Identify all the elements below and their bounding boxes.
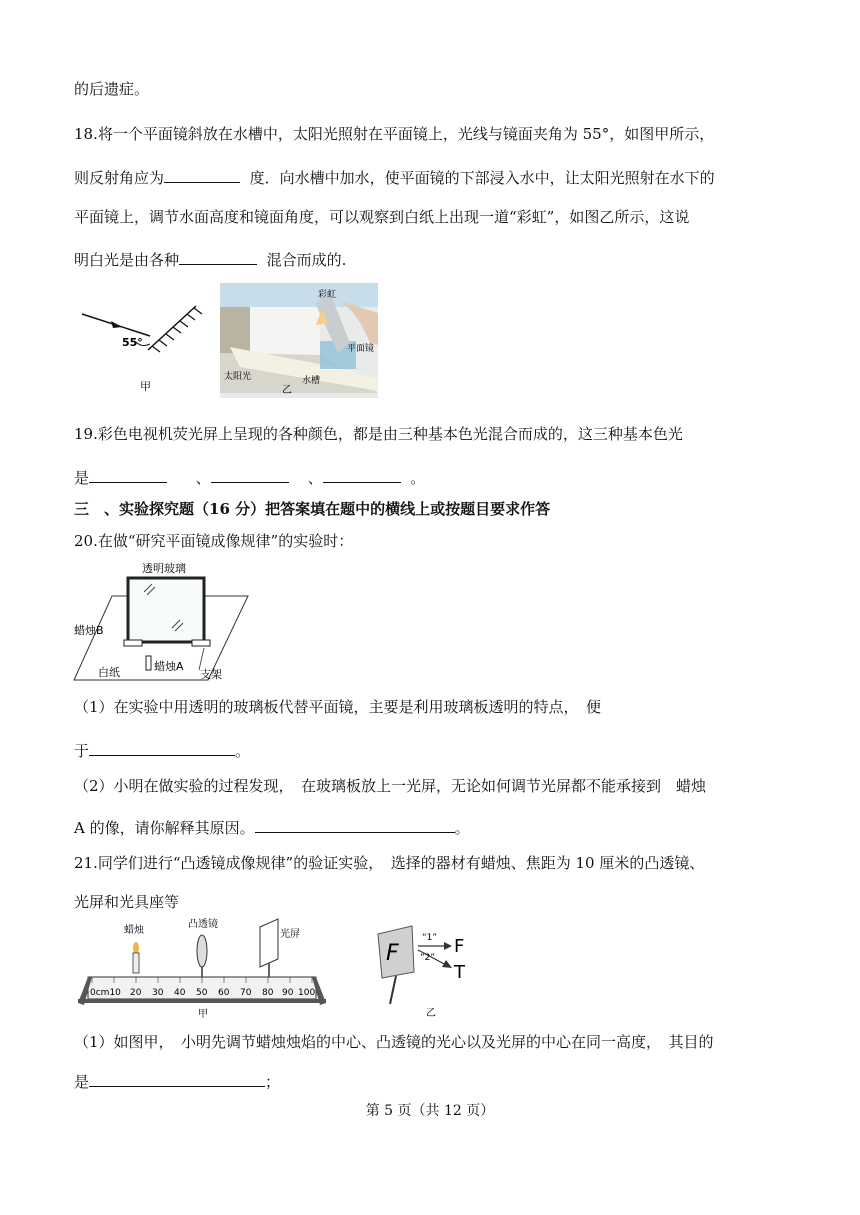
candle-label: 蜡烛 bbox=[124, 925, 144, 936]
scale-label: 70 bbox=[240, 988, 252, 998]
question-21-line-1: 21.同学们进行“凸透镜成像规律”的验证实验， 选择的器材有蜡烛、焦距为 10 厘米的凸透镜、 bbox=[74, 854, 705, 872]
question-20-1-line-2: 于 。 bbox=[74, 739, 250, 761]
question-19-line-1: 19.彩色电视机荧光屏上呈现的各种颜色，都是由三种基本色光混合而成的，这三种基本色光 bbox=[74, 425, 683, 443]
answer-blank[interactable] bbox=[211, 466, 289, 483]
candle-b-label: 蜡烛B bbox=[74, 624, 104, 637]
question-20-title: 20.在做“研究平面镜成像规律”的实验时： bbox=[74, 532, 354, 550]
label-1: “1” bbox=[422, 933, 438, 943]
scale-label: 90 bbox=[282, 988, 294, 998]
scale-label: 40 bbox=[174, 988, 186, 998]
question-20-2-line-1: （2）小明在做实验的过程发现， 在玻璃板放上一光屏，无论如何调节光屏都不能承接到 蜡烛 bbox=[74, 777, 707, 795]
text-line: 的后遗症。 bbox=[74, 80, 150, 98]
scale-label: 60 bbox=[218, 988, 230, 998]
answer-blank[interactable] bbox=[255, 816, 455, 833]
question-18-line-2: 则反射角应为 度．向水槽中加水，使平面镜的下部浸入水中，让太阳光照射在水下的 bbox=[74, 166, 715, 188]
label-2: “2” bbox=[420, 953, 436, 963]
page-footer: 第 5 页（共 12 页） bbox=[365, 1103, 495, 1119]
question-20-1-line-1: （1）在实验中用透明的玻璃板代替平面镜，主要是利用玻璃板透明的特点， 便 bbox=[74, 698, 602, 716]
scale-label: 0cm10 bbox=[90, 988, 121, 998]
stand-label: 支架 bbox=[200, 668, 222, 681]
figure-18-jia bbox=[78, 292, 228, 397]
f-letter: F bbox=[386, 941, 399, 966]
question-21-1-line-1: （1）如图甲， 小明先调节蜡烛烛焰的中心、凸透镜的光心以及光屏的中心在同一高度， 其目的 bbox=[74, 1033, 714, 1051]
paper-label: 白纸 bbox=[98, 666, 120, 679]
flame-icon bbox=[133, 942, 139, 954]
candle-a bbox=[146, 656, 151, 670]
lens-label: 凸透镜 bbox=[188, 919, 218, 930]
figure-label-jia: 甲 bbox=[198, 1009, 208, 1020]
glass-label: 透明玻璃 bbox=[142, 562, 186, 575]
glass-plate bbox=[128, 578, 204, 642]
question-18-line-1: 18.将一个平面镜斜放在水槽中，太阳光照射在平面镜上，光线与镜面夹角为 55°，如图甲所示， bbox=[74, 125, 715, 143]
question-18-line-3: 平面镜上，调节水面高度和镜面角度，可以观察到白纸上出现一道“彩虹”，如图乙所示，这说 bbox=[74, 208, 690, 226]
figure-21-jia-optical-bench bbox=[70, 915, 332, 1021]
sunlight-label: 太阳光 bbox=[224, 372, 252, 382]
screen-label: 光屏 bbox=[280, 929, 300, 940]
scale-label: 100 bbox=[298, 988, 316, 998]
candle-icon bbox=[133, 953, 139, 973]
question-21-line-2: 光屏和光具座等 bbox=[74, 893, 180, 911]
figure-20-plane-mirror-setup bbox=[72, 558, 252, 688]
scale-label: 30 bbox=[152, 988, 164, 998]
output-f: F bbox=[454, 936, 465, 957]
mirror-line bbox=[148, 306, 196, 350]
answer-blank[interactable] bbox=[89, 1070, 265, 1087]
tank-label: 水槽 bbox=[302, 376, 321, 386]
screen-icon bbox=[260, 919, 278, 967]
figure-label-jia: 甲 bbox=[140, 380, 151, 393]
section-title: 三 、实验探究题（16 分）把答案填在题中的横线上或按题目要求作答 bbox=[74, 500, 551, 518]
mirror-label: 平面镜 bbox=[347, 344, 375, 354]
answer-blank[interactable] bbox=[179, 248, 257, 265]
question-19-line-2: 是 、 、 。 bbox=[74, 466, 425, 488]
output-t: T bbox=[454, 962, 465, 983]
figure-21-yi bbox=[368, 920, 478, 1020]
question-21-1-line-2: 是 ； bbox=[74, 1070, 280, 1092]
scale-label: 50 bbox=[196, 988, 208, 998]
lens-icon bbox=[197, 935, 207, 967]
scale-label: 20 bbox=[130, 988, 142, 998]
figure-label-yi: 乙 bbox=[426, 1008, 436, 1019]
arrow-icon bbox=[444, 942, 452, 950]
candle-a-label: 蜡烛A bbox=[154, 660, 184, 673]
figure-18-yi-photo bbox=[220, 283, 378, 398]
answer-blank[interactable] bbox=[323, 466, 401, 483]
figure-label-yi: 乙 bbox=[282, 385, 292, 396]
arrow-icon bbox=[111, 321, 122, 328]
answer-blank[interactable] bbox=[164, 166, 240, 183]
question-20-2-line-2: A 的像，请你解释其原因。 。 bbox=[74, 816, 470, 838]
rainbow-label: 彩虹 bbox=[318, 290, 337, 300]
answer-blank[interactable] bbox=[89, 739, 235, 756]
scale-label: 80 bbox=[262, 988, 274, 998]
angle-label: 55° bbox=[122, 336, 143, 349]
question-18-line-4: 明白光是由各种 混合而成的. bbox=[74, 248, 346, 270]
answer-blank[interactable] bbox=[89, 466, 167, 483]
